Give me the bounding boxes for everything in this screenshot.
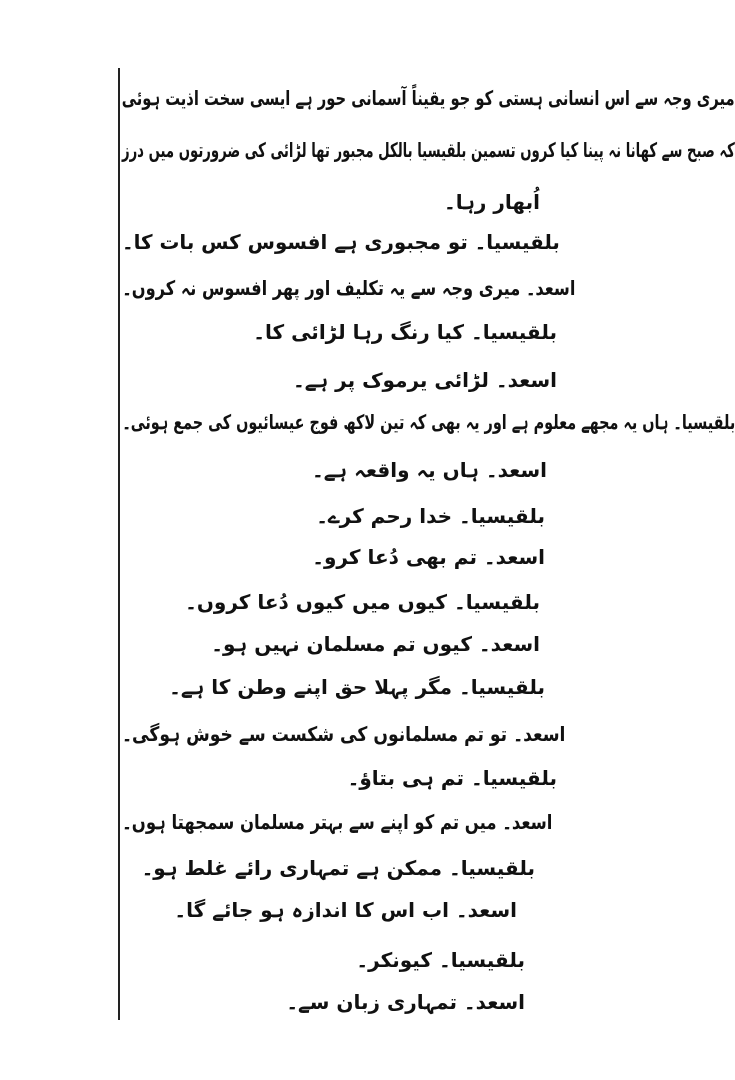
dialogue-line: بلقیسیا۔ کیا رنگ رہا لڑائی کا۔ [253,320,557,344]
dialogue-line: اسعد۔ کیوں تم مسلمان نہیں ہو۔ [211,632,540,656]
dialogue-line: اسعد۔ تم بھی دُعا کرو۔ [312,545,545,569]
text-line-3: اُبھار رہا۔ [443,190,540,214]
dialogue-line: اسعد۔ ہاں یہ واقعہ ہے۔ [311,458,547,482]
dialogue-line: بلقیسیا۔ کیونکر۔ [356,948,525,972]
dialogue-line: اسعد۔ میں تم کو اپنے سے بہتر مسلمان سمجھتا ہوں۔ [121,810,552,834]
dialogue-line: اسعد۔ میری وجہ سے یہ تکلیف اور پھر افسوس نہ کروں۔ [121,276,575,300]
dialogue-line: بلقیسیا۔ تم ہی بتاؤ۔ [347,766,557,790]
dialogue-line: اسعد۔ لڑائی یرموک پر ہے۔ [293,368,557,392]
dialogue-line: اسعد۔ اب اس کا اندازہ ہو جائے گا۔ [174,898,517,922]
dialogue-line: بلقیسیا۔ خدا رحم کرے۔ [316,504,545,528]
margin-rule [118,68,120,1020]
dialogue-line: اسعد۔ تو تم مسلمانوں کی شکست سے خوش ہوگی۔ [121,722,565,746]
dialogue-line: بلقیسیا۔ کیوں میں کیوں دُعا کروں۔ [185,590,540,614]
text-line-1: میری وجہ سے اس انسانی ہستی کو جو یقیناً آسمانی حور ہے ایسی سخت اذیت ہوئی [122,86,735,110]
dialogue-line: بلقیسیا۔ ہاں یہ مجھے معلوم ہے اور یہ بھی کہ تین لاکھ فوج عیسائیوں کی جمع ہوئی۔ [122,410,735,434]
text-line-2: کہ صبح سے کھانا نہ پینا کیا کروں تسمین بلقیسیا بالکل مجبور تھا لڑائی کی ضرورتوں میں درز [122,138,735,162]
dialogue-line: اسعد۔ تمہاری زبان سے۔ [286,990,525,1014]
dialogue-line: بلقیسیا۔ مگر پہلا حق اپنے وطن کا ہے۔ [169,675,545,699]
dialogue-line: بلقیسیا۔ تو مجبوری ہے افسوس کس بات کا۔ [122,230,560,254]
dialogue-line: بلقیسیا۔ ممکن ہے تمہاری رائے غلط ہو۔ [141,856,535,880]
